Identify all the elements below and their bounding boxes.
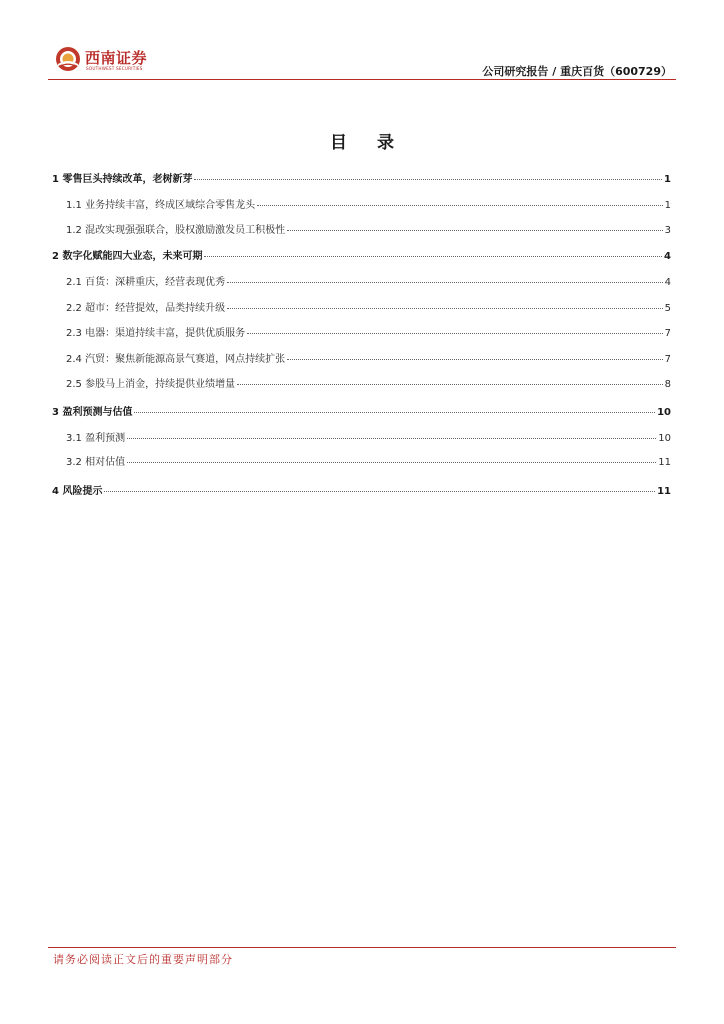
dot-leader — [134, 412, 655, 413]
toc-entry[interactable] — [66, 456, 671, 469]
toc-entry-text: 3 盈利预测与估值 — [52, 407, 133, 418]
toc-entry-text: 2 数字化赋能四大业态，未来可期 — [52, 251, 203, 262]
dot-leader — [287, 230, 663, 231]
toc-entry-page: 5 — [664, 303, 671, 314]
toc-entry-page: 4 — [664, 251, 671, 262]
dot-leader — [194, 179, 662, 180]
toc-entry[interactable] — [66, 378, 671, 391]
toc-entry[interactable] — [66, 353, 671, 366]
toc-entry-text: 2.5 参股马上消金，持续提供业绩增量 — [66, 379, 236, 390]
toc-entry[interactable] — [52, 485, 671, 498]
toc-entry-text: 3.2 相对估值 — [66, 457, 126, 468]
toc-entry[interactable] — [66, 224, 671, 237]
toc-entry[interactable] — [66, 276, 671, 289]
toc-entry-page: 11 — [657, 486, 671, 497]
toc-entry[interactable] — [66, 327, 671, 340]
dot-leader — [127, 462, 656, 463]
toc-entry-page: 7 — [664, 328, 671, 339]
report-label: 公司研究报告 / 重庆百货（600729） — [482, 65, 672, 78]
toc-entry-text: 2.1 百货：深耕重庆，经营表现优秀 — [66, 277, 226, 288]
toc-entry-page: 1 — [664, 200, 671, 211]
toc-entry-text: 3.1 盈利预测 — [66, 433, 126, 444]
dot-leader — [257, 205, 663, 206]
toc-entry-text: 2.3 电器：渠道持续丰富，提供优质服务 — [66, 328, 246, 339]
toc-entry-page: 7 — [664, 354, 671, 365]
toc-entry-text: 1 零售巨头持续改革，老树新芽 — [52, 174, 193, 185]
toc-entry[interactable] — [52, 250, 671, 263]
toc-entry-page: 10 — [657, 407, 671, 418]
toc-entry-text: 4 风险提示 — [52, 486, 103, 497]
toc-entry-page: 10 — [658, 433, 671, 444]
dot-leader — [204, 256, 662, 257]
toc-entry-page: 4 — [664, 277, 671, 288]
toc-entry-text: 1.1 业务持续丰富，终成区域综合零售龙头 — [66, 200, 256, 211]
toc-entry-page: 1 — [664, 174, 671, 185]
dot-leader — [227, 308, 663, 309]
toc-entry-text: 2.2 超市：经营提效，品类持续升级 — [66, 303, 226, 314]
toc-entry[interactable] — [52, 173, 671, 186]
toc-entry[interactable] — [66, 302, 671, 315]
dot-leader — [247, 333, 663, 334]
logo-english-name: SOUTHWEST SECURITIES — [86, 66, 143, 71]
toc-entry-page: 11 — [658, 457, 671, 468]
toc-title: 目 录 — [330, 133, 406, 153]
dot-leader — [227, 282, 663, 283]
dot-leader — [127, 438, 656, 439]
toc-entry[interactable] — [52, 406, 671, 419]
logo-chinese-name: 西南证券 — [85, 49, 148, 67]
footer-disclaimer: 请务必阅读正文后的重要声明部分 — [53, 953, 233, 966]
toc-entry-text: 2.4 汽贸：聚焦新能源高景气赛道，网点持续扩张 — [66, 354, 286, 365]
dot-leader — [237, 384, 663, 385]
footer-divider — [48, 947, 676, 948]
dot-leader — [104, 491, 655, 492]
toc-entry-page: 3 — [664, 225, 671, 236]
toc-entry[interactable] — [66, 432, 671, 445]
toc-entry-text: 1.2 混改实现强强联合，股权激励激发员工积极性 — [66, 225, 286, 236]
dot-leader — [287, 359, 663, 360]
toc-entry-page: 8 — [664, 379, 671, 390]
toc-entry[interactable] — [66, 199, 671, 212]
